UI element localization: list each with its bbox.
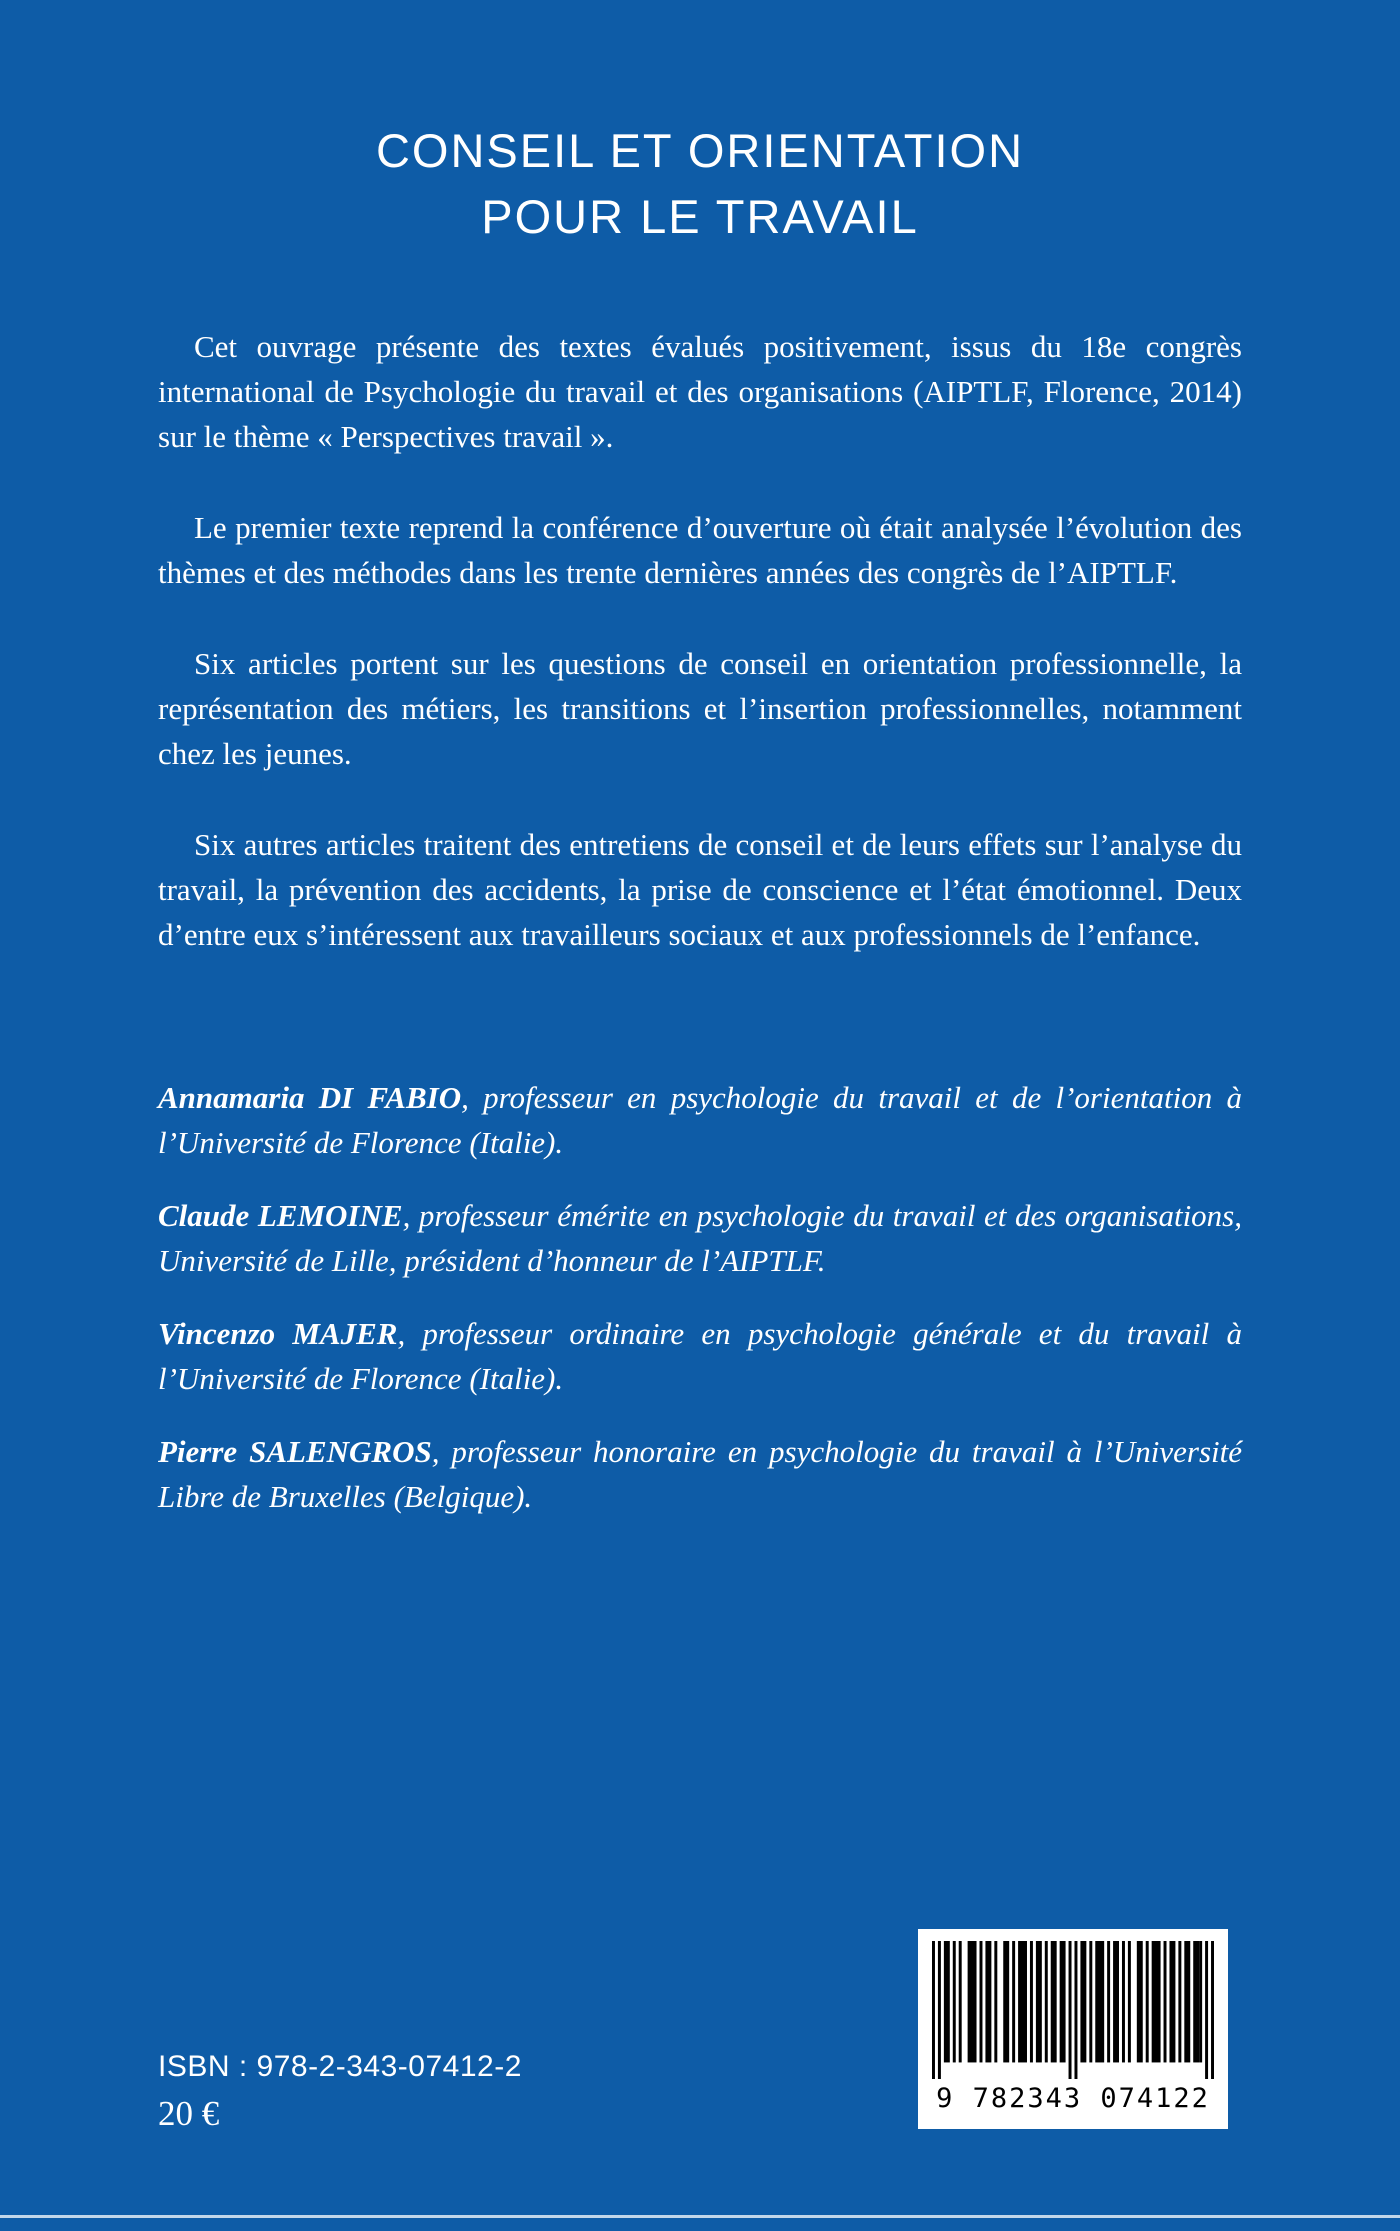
summary-paragraph: Cet ouvrage présente des textes évalués positivement, issus du 18e congrès international de Psychologie du travail et des organisations (AIPTLF, Florence, 2014) sur le thème « Perspectives travail ». xyxy=(158,329,1242,454)
barcode-digits: 9 782343 074122 xyxy=(936,2083,1210,2114)
summary-paragraph: Six autres articles traitent des entretiens de conseil et de leurs effets sur l’analyse du travail, la prévention des accidents, la prise de conscience et l’état émotionnel. Deux d’entre eux s’intéressent aux travailleurs sociaux et aux professionnels de l’enfance. xyxy=(158,827,1242,952)
author-name: Annamaria DI FABIO xyxy=(158,1080,462,1115)
summary-paragraph: Le premier texte reprend la conférence d’ouverture où était analysée l’évolution des thèmes et des méthodes dans les trente dernières années des congrès de l’AIPTLF. xyxy=(158,510,1242,590)
author-entry xyxy=(158,1193,1242,1283)
author-entry xyxy=(158,1075,1242,1165)
author-name: Pierre SALENGROS xyxy=(158,1434,432,1469)
author-entry xyxy=(158,1311,1242,1401)
bottom-edge-line xyxy=(0,2215,1400,2218)
book-title-line-2: POUR LE TRAVAIL xyxy=(481,190,919,243)
back-cover-text xyxy=(158,324,1242,1547)
author-bio: , professeur honoraire en psychologie du travail à l’Université Libre de Bruxelles (Belgique). xyxy=(158,1434,1242,1514)
author-bio: , professeur en psychologie du travail et de l’orientation à l’Université de Florence (Italie). xyxy=(158,1080,1242,1160)
book-title xyxy=(0,118,1400,250)
barcode-bars-image xyxy=(932,1941,1214,2079)
summary-paragraph: Six articles portent sur les questions de conseil en orientation professionnelle, la représentation des métiers, les transitions et l’insertion professionnelles, notamment chez les jeunes. xyxy=(158,646,1242,771)
author-name: Vincenzo MAJER xyxy=(158,1316,398,1351)
price-text: 20 € xyxy=(158,2094,220,2133)
book-title-line-1: CONSEIL ET ORIENTATION xyxy=(375,124,1025,177)
barcode xyxy=(918,1929,1228,2129)
authors-section xyxy=(158,1075,1242,1519)
author-bio: , professeur émérite en psychologie du travail et des organisations, Université de Lille, président d’honneur de l’AIPTLF. xyxy=(158,1198,1242,1278)
author-name: Claude LEMOINE xyxy=(158,1198,403,1233)
isbn-text: ISBN : 978-2-343-07412-2 xyxy=(158,2050,522,2083)
author-bio: , professeur ordinaire en psychologie générale et du travail à l’Université de Florence (Italie). xyxy=(158,1316,1242,1396)
author-entry xyxy=(158,1429,1242,1519)
